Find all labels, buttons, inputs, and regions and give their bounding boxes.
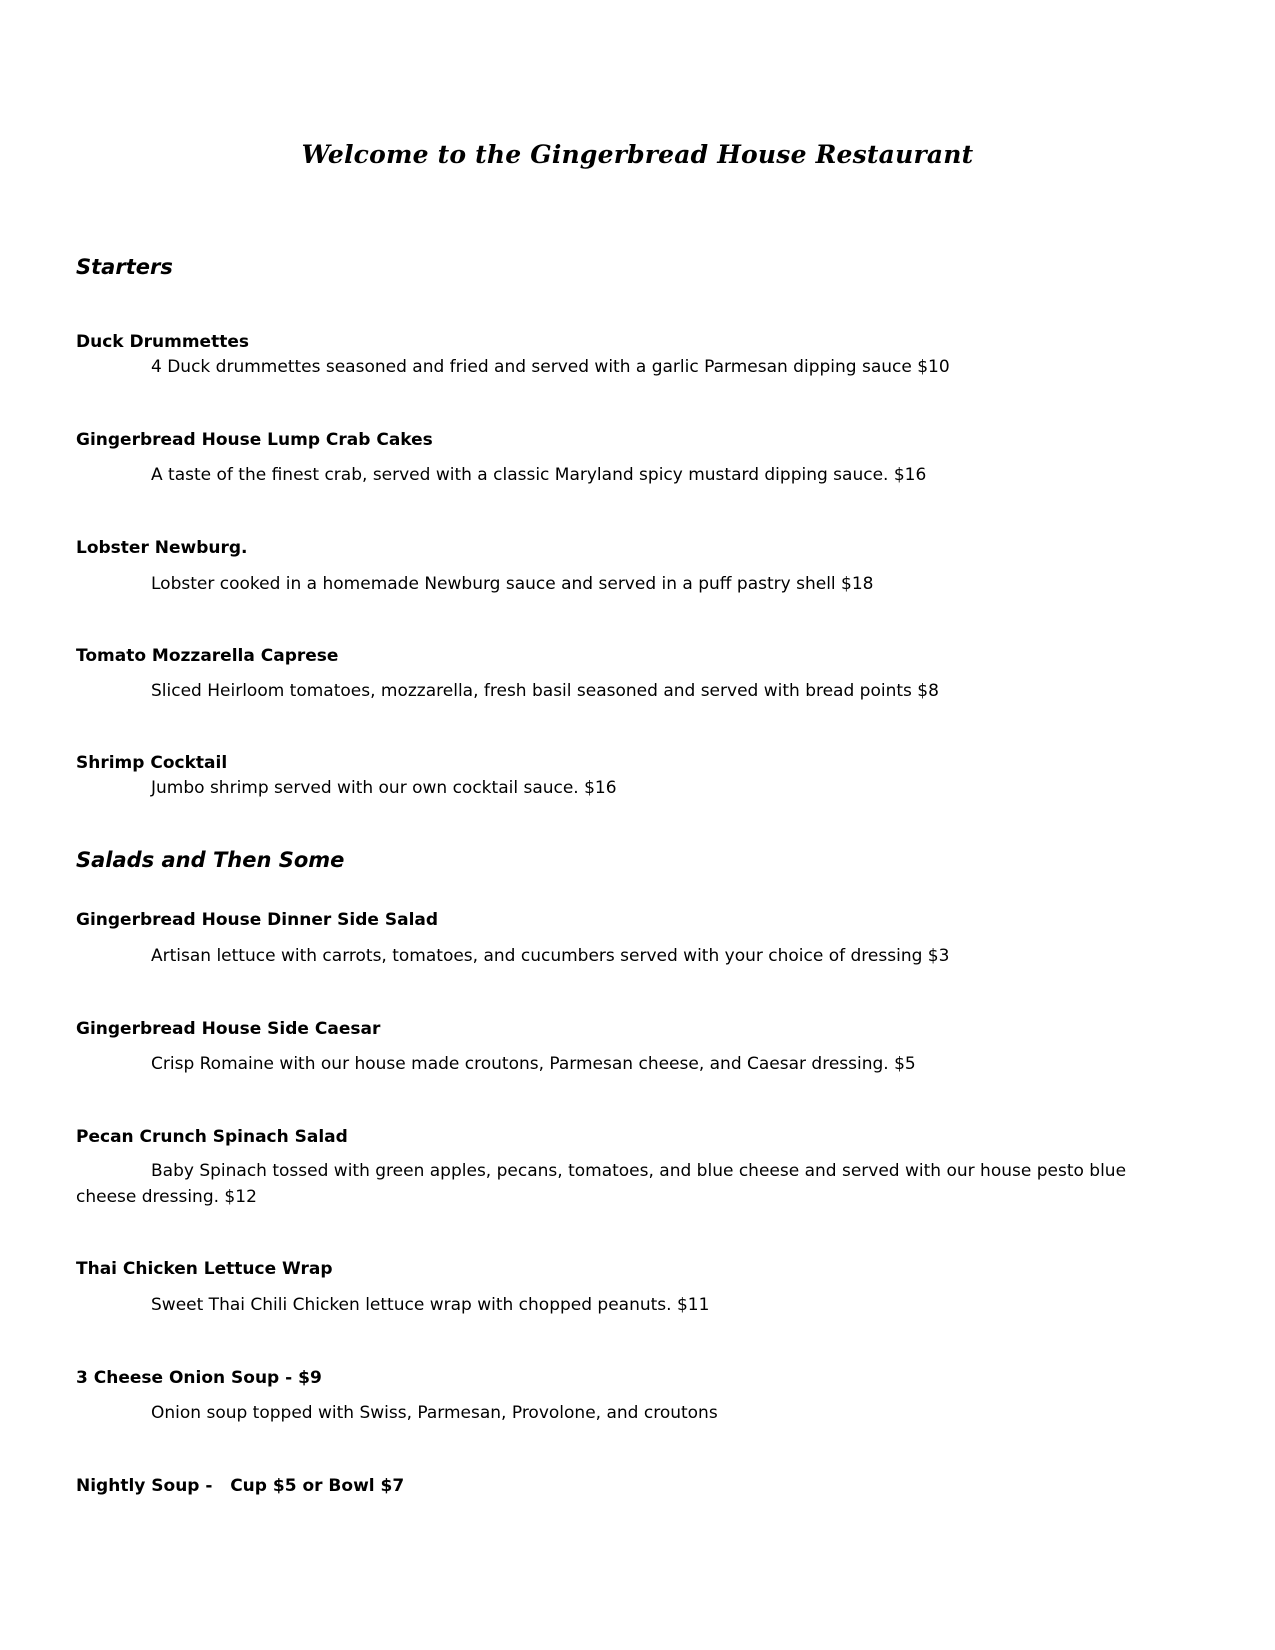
menu-item-name: Lobster Newburg. <box>76 538 248 558</box>
menu-item-description: Crisp Romaine with our house made croutons, Parmesan cheese, and Caesar dressing. $5 <box>151 1054 916 1074</box>
menu-item-name: Thai Chicken Lettuce Wrap <box>76 1259 333 1279</box>
page-title: Welcome to the Gingerbread House Restaurant <box>301 140 974 169</box>
section-heading-starters: Starters <box>76 255 173 279</box>
menu-item-name: Gingerbread House Dinner Side Salad <box>76 910 439 930</box>
menu-item-description: Lobster cooked in a homemade Newburg sauce and served in a puff pastry shell $18 <box>151 574 874 594</box>
menu-item-description: 4 Duck drummettes seasoned and fried and served with a garlic Parmesan dipping sauce $10 <box>151 357 950 377</box>
menu-item-description: Artisan lettuce with carrots, tomatoes, and cucumbers served with your choice of dressing $3 <box>151 946 950 966</box>
section-heading-salads: Salads and Then Some <box>76 848 345 872</box>
menu-item-name: 3 Cheese Onion Soup - $9 <box>76 1368 322 1388</box>
menu-item-description: Jumbo shrimp served with our own cocktail sauce. $16 <box>151 778 617 798</box>
menu-item-name: Nightly Soup - Cup $5 or Bowl $7 <box>76 1476 405 1496</box>
menu-item-description: Baby Spinach tossed with green apples, pecans, tomatoes, and blue cheese and served with our house pesto blue cheese dressing. $12 <box>76 1161 1127 1207</box>
menu-item-description: Sliced Heirloom tomatoes, mozzarella, fresh basil seasoned and served with bread points $8 <box>151 681 939 701</box>
menu-item-name: Pecan Crunch Spinach Salad <box>76 1127 348 1147</box>
menu-item-name: Shrimp Cocktail <box>76 753 228 773</box>
menu-item-name: Gingerbread House Lump Crab Cakes <box>76 430 433 450</box>
menu-item-description: Sweet Thai Chili Chicken lettuce wrap with chopped peanuts. $11 <box>151 1295 710 1315</box>
menu-item-name: Gingerbread House Side Caesar <box>76 1019 381 1039</box>
menu-item-name: Duck Drummettes <box>76 332 249 352</box>
menu-item-description: A taste of the finest crab, served with a classic Maryland spicy mustard dipping sauce. $16 <box>151 465 927 485</box>
menu-item-name: Tomato Mozzarella Caprese <box>76 646 339 666</box>
menu-item-description: Onion soup topped with Swiss, Parmesan, Provolone, and croutons <box>151 1403 718 1423</box>
